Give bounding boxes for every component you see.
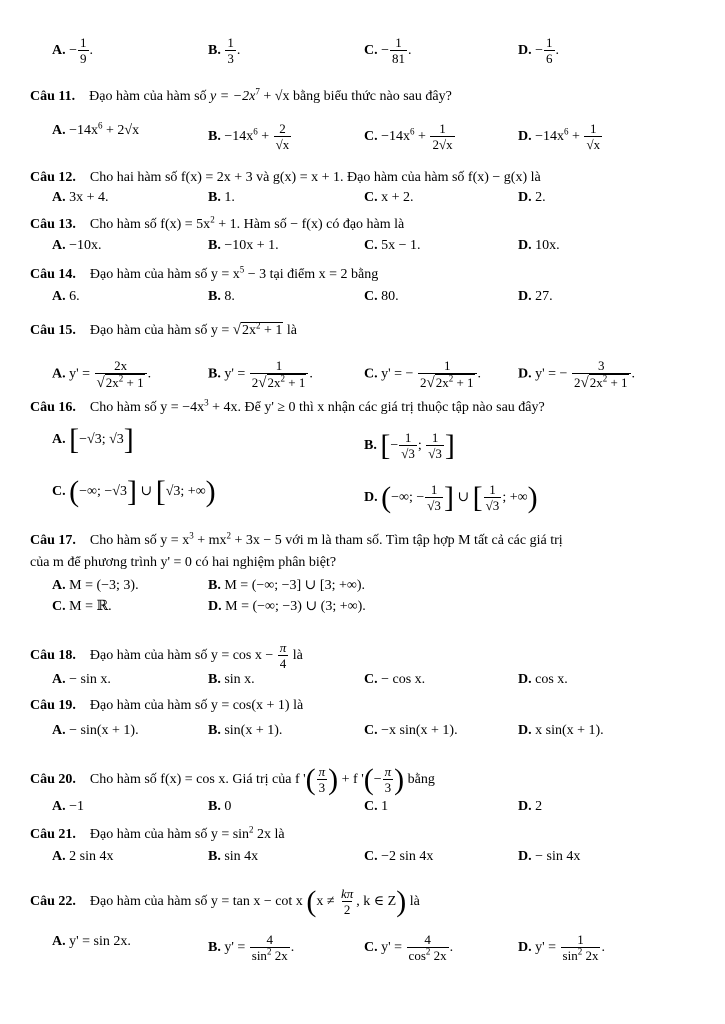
q14-option-d: D. 27. bbox=[518, 289, 553, 304]
q15-stem: Câu 15. Đạo hàm của hàm số $y = √2x^2 + 1$ là bbox=[30, 320, 297, 338]
q10-option-a: A. − $\frac{1}{9}$ . bbox=[52, 35, 94, 66]
q10-option-d: D. − $\frac{1}{6}$ . bbox=[518, 35, 560, 66]
q22-option-b: B. y' = $\frac{4}{\sin^2 2x}$ . bbox=[208, 932, 295, 963]
q20-stem: Câu 20. Cho hàm số f(x) = cos x. Giá trị của f '( $\frac{\pi}{3}$ ) + f '(− $\frac{\pi}{3}$ ) bằng bbox=[30, 763, 435, 796]
q17-stem-line2: của m để phương trình y' = 0 có hai nghiệm phân biệt? bbox=[30, 555, 337, 570]
q17-option-b: B. M = (−∞; −3] ∪ [3; +∞). bbox=[208, 578, 365, 593]
q14-option-b: B. 8. bbox=[208, 289, 235, 304]
q18-option-c: C. − cos x. bbox=[364, 672, 426, 687]
q19-option-b: B. sin(x + 1). bbox=[208, 723, 283, 738]
q15-option-c: C. y' = − $\frac{1}{2√2x^2 + 1}$ . bbox=[364, 358, 482, 391]
q21-stem: Câu 21. Đạo hàm của hàm số $y = \sin^2 2x$ là bbox=[30, 824, 285, 842]
q20-option-d: D. 2 bbox=[518, 799, 543, 814]
q18-stem: Câu 18. Đạo hàm của hàm số y = cos x − $\frac{\pi}{4}$ là bbox=[30, 640, 303, 671]
q17-option-c: C. M = ℝ. bbox=[52, 599, 112, 614]
q19-option-c: C. −x sin(x + 1). bbox=[364, 723, 458, 738]
q12-option-a: A. 3x + 4. bbox=[52, 190, 109, 205]
q13-stem: Câu 13. Cho hàm số $f(x) = 5x^2 + 1$. Hàm số − f(x) có đạo hàm là bbox=[30, 214, 405, 232]
q12-option-c: C. x + 2. bbox=[364, 190, 414, 205]
q22-option-c: C. y' = $\frac{4}{\cos^2 2x}$ . bbox=[364, 932, 454, 963]
q18-option-d: D. cos x. bbox=[518, 672, 568, 687]
q21-option-c: C. −2 sin 4x bbox=[364, 849, 434, 864]
q17-option-d: D. M = (−∞; −3) ∪ (3; +∞). bbox=[208, 599, 366, 614]
q18-option-b: B. sin x. bbox=[208, 672, 255, 687]
q16-option-b: B. [− $\frac{1}{√3}$ ; $\frac{1}{√3}$ ] bbox=[364, 429, 455, 462]
q19-option-d: D. x sin(x + 1). bbox=[518, 723, 604, 738]
q22-option-a: A. y' = sin 2x. bbox=[52, 934, 131, 949]
q13-option-d: D. 10x. bbox=[518, 238, 560, 253]
q16-option-d: D. (−∞; − $\frac{1}{√3}$ ] ∪ [ $\frac{1}{√3}$ ; +∞) bbox=[364, 481, 538, 514]
q15-option-b: B. y' = $\frac{1}{2√2x^2 + 1}$ . bbox=[208, 358, 313, 391]
q14-option-c: C. 80. bbox=[364, 289, 399, 304]
q14-stem: Câu 14. Đạo hàm của hàm số $y = x^5 - 3$ tại điểm x = 2 bằng bbox=[30, 264, 379, 282]
q22-option-d: D. y' = $\frac{1}{\sin^2 2x}$ . bbox=[518, 932, 605, 963]
q19-option-a: A. − sin(x + 1). bbox=[52, 723, 139, 738]
q16-option-a: A. [−√3; √3] bbox=[52, 423, 134, 456]
q11-option-b: B. $-14x^6$ + $\frac{2}{√x}$ bbox=[208, 121, 290, 152]
q13-option-a: A. −10x. bbox=[52, 238, 102, 253]
q21-option-d: D. − sin 4x bbox=[518, 849, 581, 864]
q11-stem: Câu 11. Đạo hàm của hàm số $y = -2x^7 + √x$ bằng biểu thức nào sau đây? bbox=[30, 86, 452, 104]
q19-stem: Câu 19. Đạo hàm của hàm số y = cos(x + 1) là bbox=[30, 698, 304, 713]
q16-stem: Câu 16. Cho hàm số $y = -4x^3 + 4x$. Để y' ≥ 0 thì x nhận các giá trị thuộc tập nào sau đây? bbox=[30, 397, 545, 415]
q10-option-b: B. $\frac{1}{3}$ . bbox=[208, 35, 241, 66]
q20-option-c: C. 1 bbox=[364, 799, 389, 814]
q17-stem: Câu 17. Cho hàm số $y = x^3 + mx^2 + 3x - 5$ với m là tham số. Tìm tập hợp M tất cả các giá trị bbox=[30, 530, 563, 548]
q11-option-a: A. $-14x^6 + 2√x$ bbox=[52, 120, 140, 138]
q16-option-c: C. (−∞; −√3] ∪ [√3; +∞) bbox=[52, 475, 216, 508]
q20-option-a: A. −1 bbox=[52, 799, 85, 814]
q13-option-b: B. −10x + 1. bbox=[208, 238, 279, 253]
q15-option-d: D. y' = − $\frac{3}{2√2x^2 + 1}$ . bbox=[518, 358, 636, 391]
q21-option-a: A. 2 sin 4x bbox=[52, 849, 114, 864]
q15-option-a: A. y' = $\frac{2x}{√2x^2 + 1}$ . bbox=[52, 358, 152, 391]
q21-option-b: B. sin 4x bbox=[208, 849, 259, 864]
q17-option-a: A. M = (−3; 3). bbox=[52, 578, 139, 593]
q14-option-a: A. 6. bbox=[52, 289, 80, 304]
q13-option-c: C. 5x − 1. bbox=[364, 238, 421, 253]
q11-option-c: C. $-14x^6$ + $\frac{1}{2√x}$ bbox=[364, 121, 453, 152]
q20-option-b: B. 0 bbox=[208, 799, 232, 814]
q18-option-a: A. − sin x. bbox=[52, 672, 111, 687]
q10-option-c: C. − $\frac{1}{81}$ . bbox=[364, 35, 412, 66]
q12-stem: Câu 12. Cho hai hàm số f(x) = 2x + 3 và g(x) = x + 1. Đạo hàm của hàm số f(x) − g(x) là bbox=[30, 170, 541, 185]
q22-stem: Câu 22. Đạo hàm của hàm số y = tan x − cot x (x ≠ $\frac{k\pi}{2}$ , k ∈ Z) là bbox=[30, 885, 420, 918]
q12-option-b: B. 1. bbox=[208, 190, 235, 205]
q12-option-d: D. 2. bbox=[518, 190, 546, 205]
q11-option-d: D. $-14x^6$ + $\frac{1}{√x}$ bbox=[518, 121, 601, 152]
